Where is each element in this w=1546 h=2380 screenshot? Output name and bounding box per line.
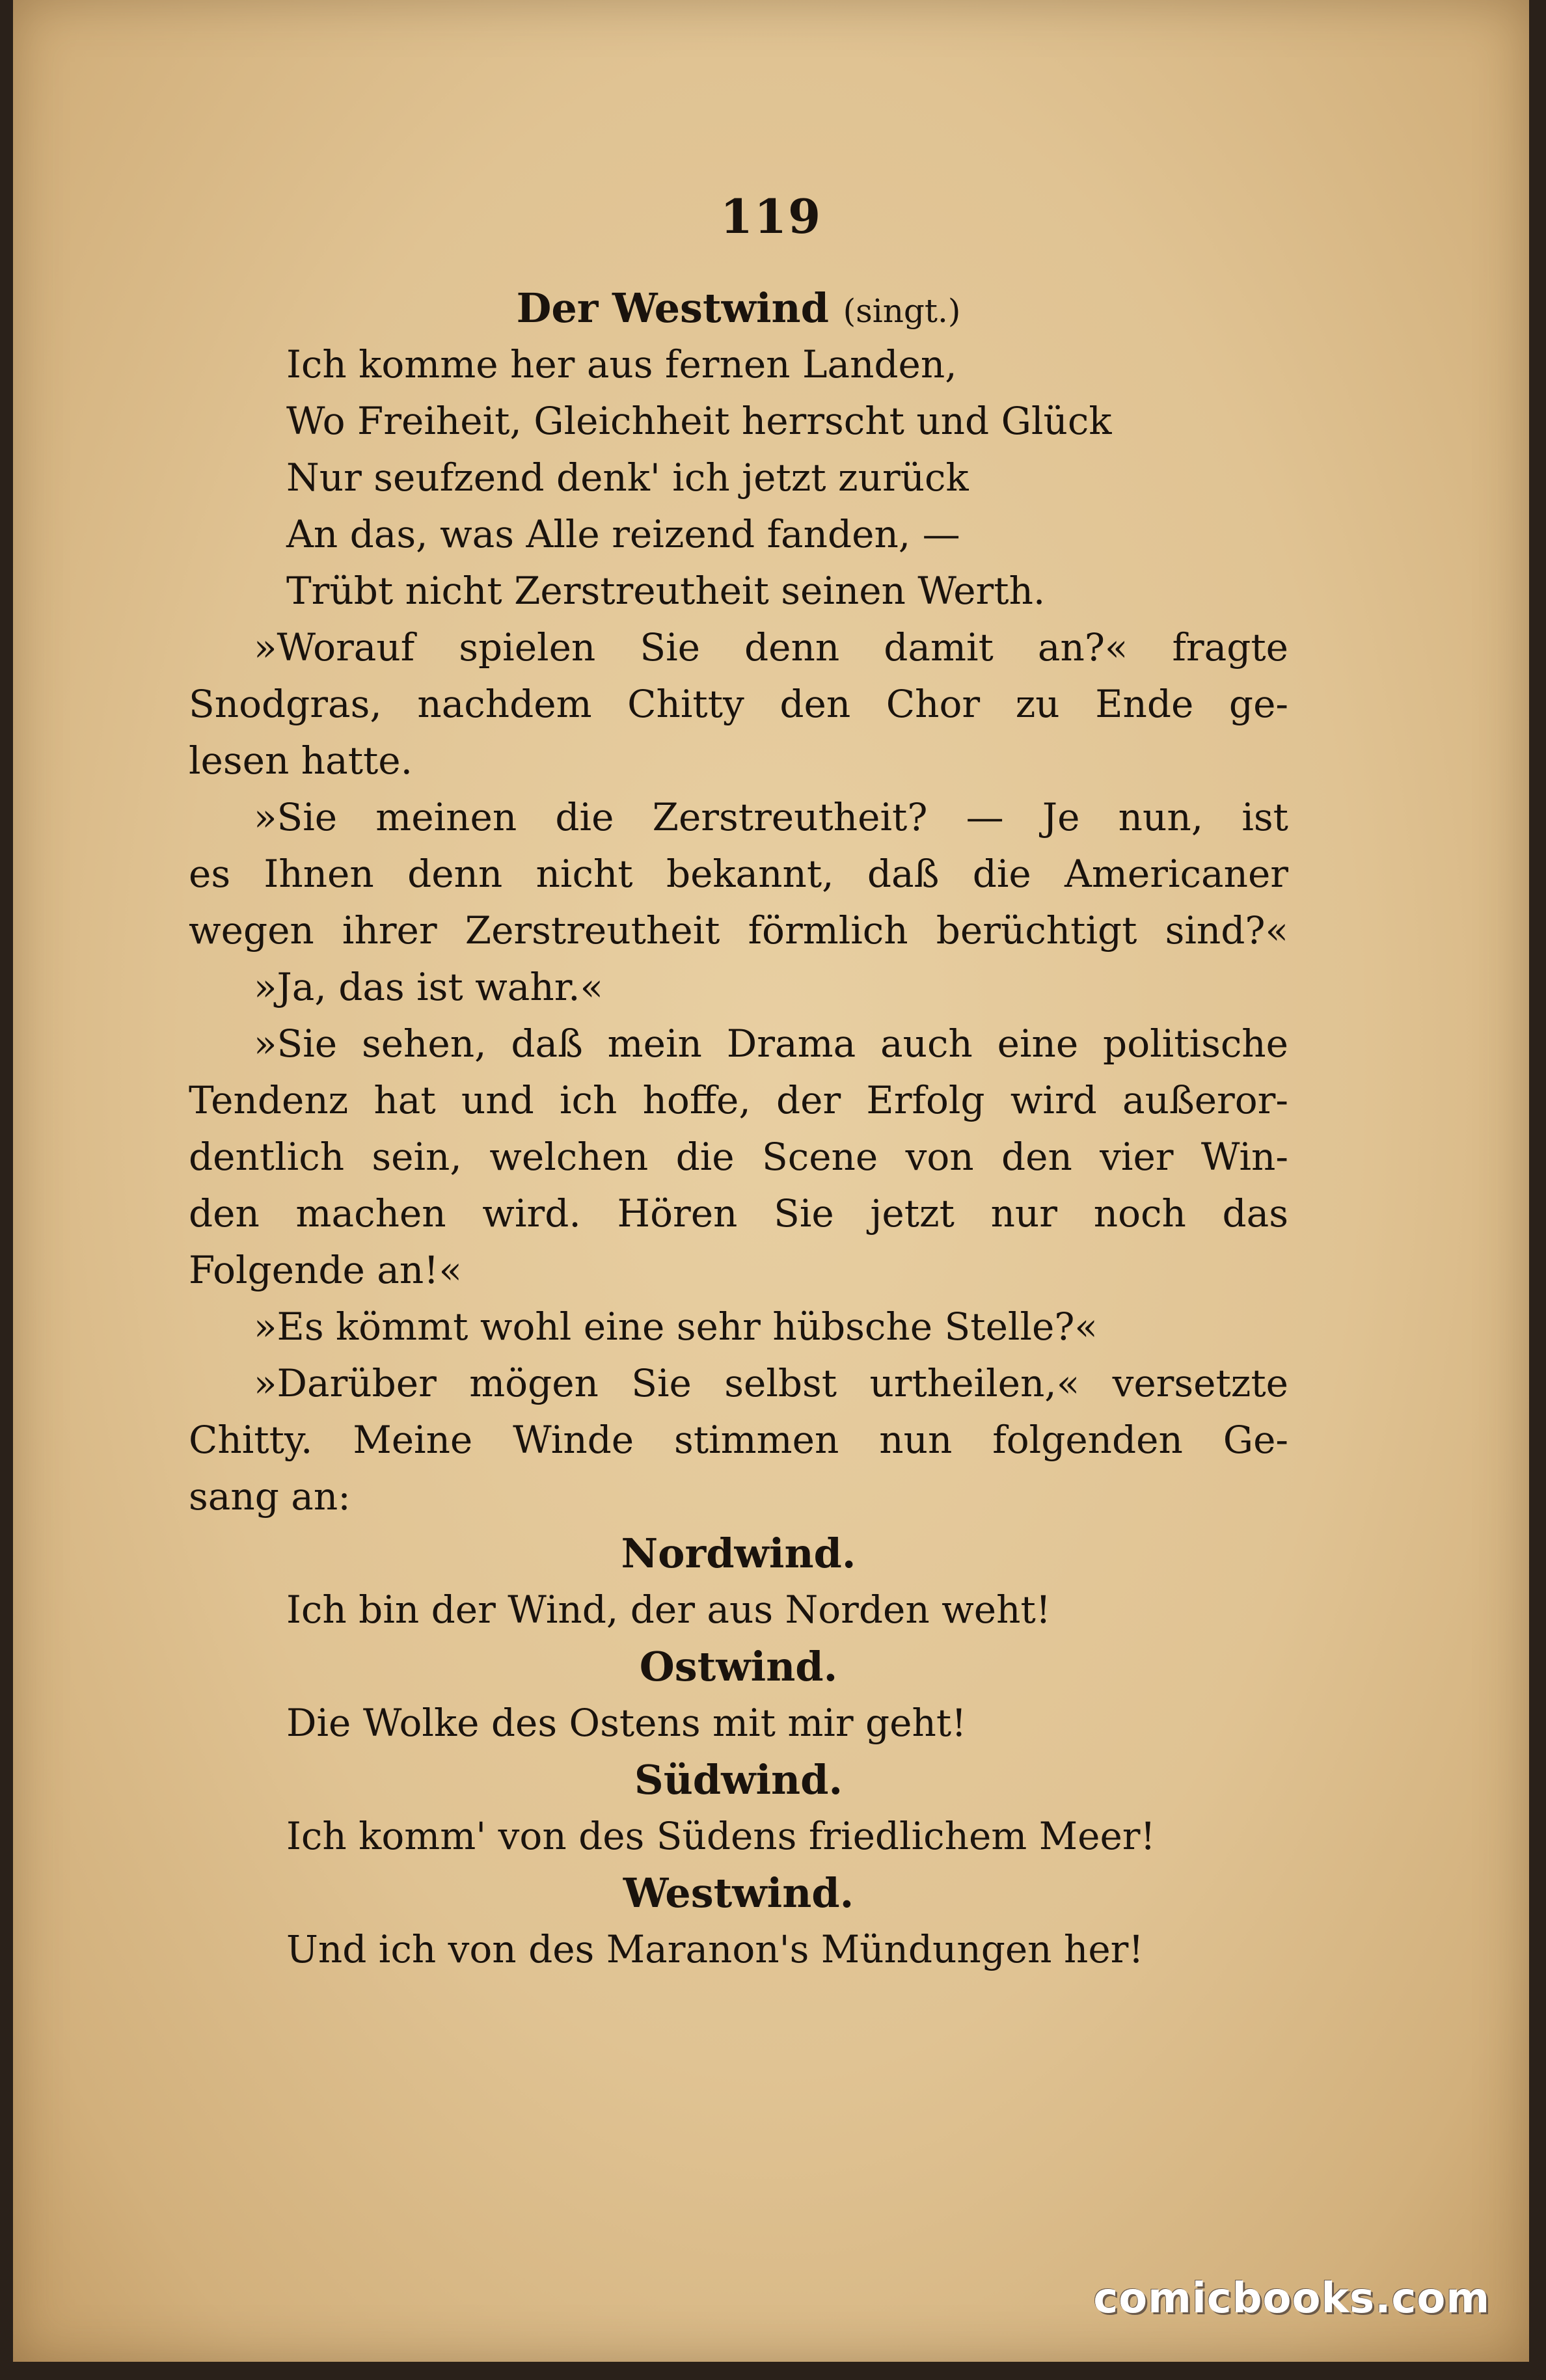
verse-line: Und ich von des Maranon's Mündungen her!	[286, 1927, 1144, 1971]
watermark: comicbooks.com	[1093, 2275, 1490, 2323]
heading-note: (singt.)	[843, 292, 961, 330]
heading-suedwind: Südwind.	[634, 1756, 843, 1804]
prose-line: lesen hatte.	[189, 738, 413, 783]
prose-line: wegen ihrer Zerstreutheit förmlich berüchtigt sind?«	[189, 908, 1288, 953]
verse-line: Ich bin der Wind, der aus Norden weht!	[286, 1588, 1051, 1632]
prose-line: sang an:	[189, 1474, 351, 1519]
verse-line: Nur seufzend denk' ich jetzt zurück	[286, 455, 969, 500]
text-block	[189, 280, 1288, 1978]
verse-line: Die Wolke des Ostens mit mir geht!	[286, 1701, 967, 1745]
heading-nordwind: Nordwind.	[621, 1530, 856, 1577]
prose-line: »Es kömmt wohl eine sehr hübsche Stelle?«	[254, 1305, 1098, 1349]
prose-line: Snodgras, nachdem Chitty den Chor zu Ende ge-	[189, 682, 1288, 726]
prose-line: »Worauf spielen Sie denn damit an?« fragte	[254, 625, 1288, 669]
verse-line: Ich komm' von des Südens friedlichem Meer!	[286, 1814, 1156, 1858]
prose-line: Tendenz hat und ich hoffe, der Erfolg wird außeror-	[189, 1078, 1288, 1122]
prose-line: es Ihnen denn nicht bekannt, daß die Americaner	[189, 852, 1288, 896]
prose-line: »Sie meinen die Zerstreutheit? — Je nun, ist	[254, 795, 1288, 839]
page-number: 119	[720, 189, 822, 244]
heading-westwind-2: Westwind.	[623, 1869, 854, 1917]
prose-line: den machen wird. Hören Sie jetzt nur noch das	[189, 1191, 1288, 1236]
prose-line: Folgende an!«	[189, 1248, 462, 1292]
prose-line: dentlich sein, welchen die Scene von den vier Win-	[189, 1135, 1288, 1179]
prose-line: Chitty. Meine Winde stimmen nun folgenden Ge-	[189, 1418, 1288, 1462]
prose-line: »Sie sehen, daß mein Drama auch eine politische	[254, 1021, 1288, 1066]
verse-line: Wo Freiheit, Gleichheit herrscht und Glück	[286, 399, 1112, 443]
verse-line: An das, was Alle reizend fanden, —	[286, 512, 960, 556]
heading-title: Der Westwind	[516, 284, 829, 332]
heading-ostwind: Ostwind.	[639, 1643, 838, 1690]
prose-line: »Ja, das ist wahr.«	[254, 965, 604, 1009]
book-page	[13, 0, 1529, 2362]
verse-line: Ich komme her aus fernen Landen,	[286, 342, 957, 386]
prose-line: »Darüber mögen Sie selbst urtheilen,« versetzte	[254, 1361, 1288, 1405]
verse-line: Trübt nicht Zerstreutheit seinen Werth.	[286, 569, 1046, 613]
heading-westwind	[189, 280, 1288, 336]
